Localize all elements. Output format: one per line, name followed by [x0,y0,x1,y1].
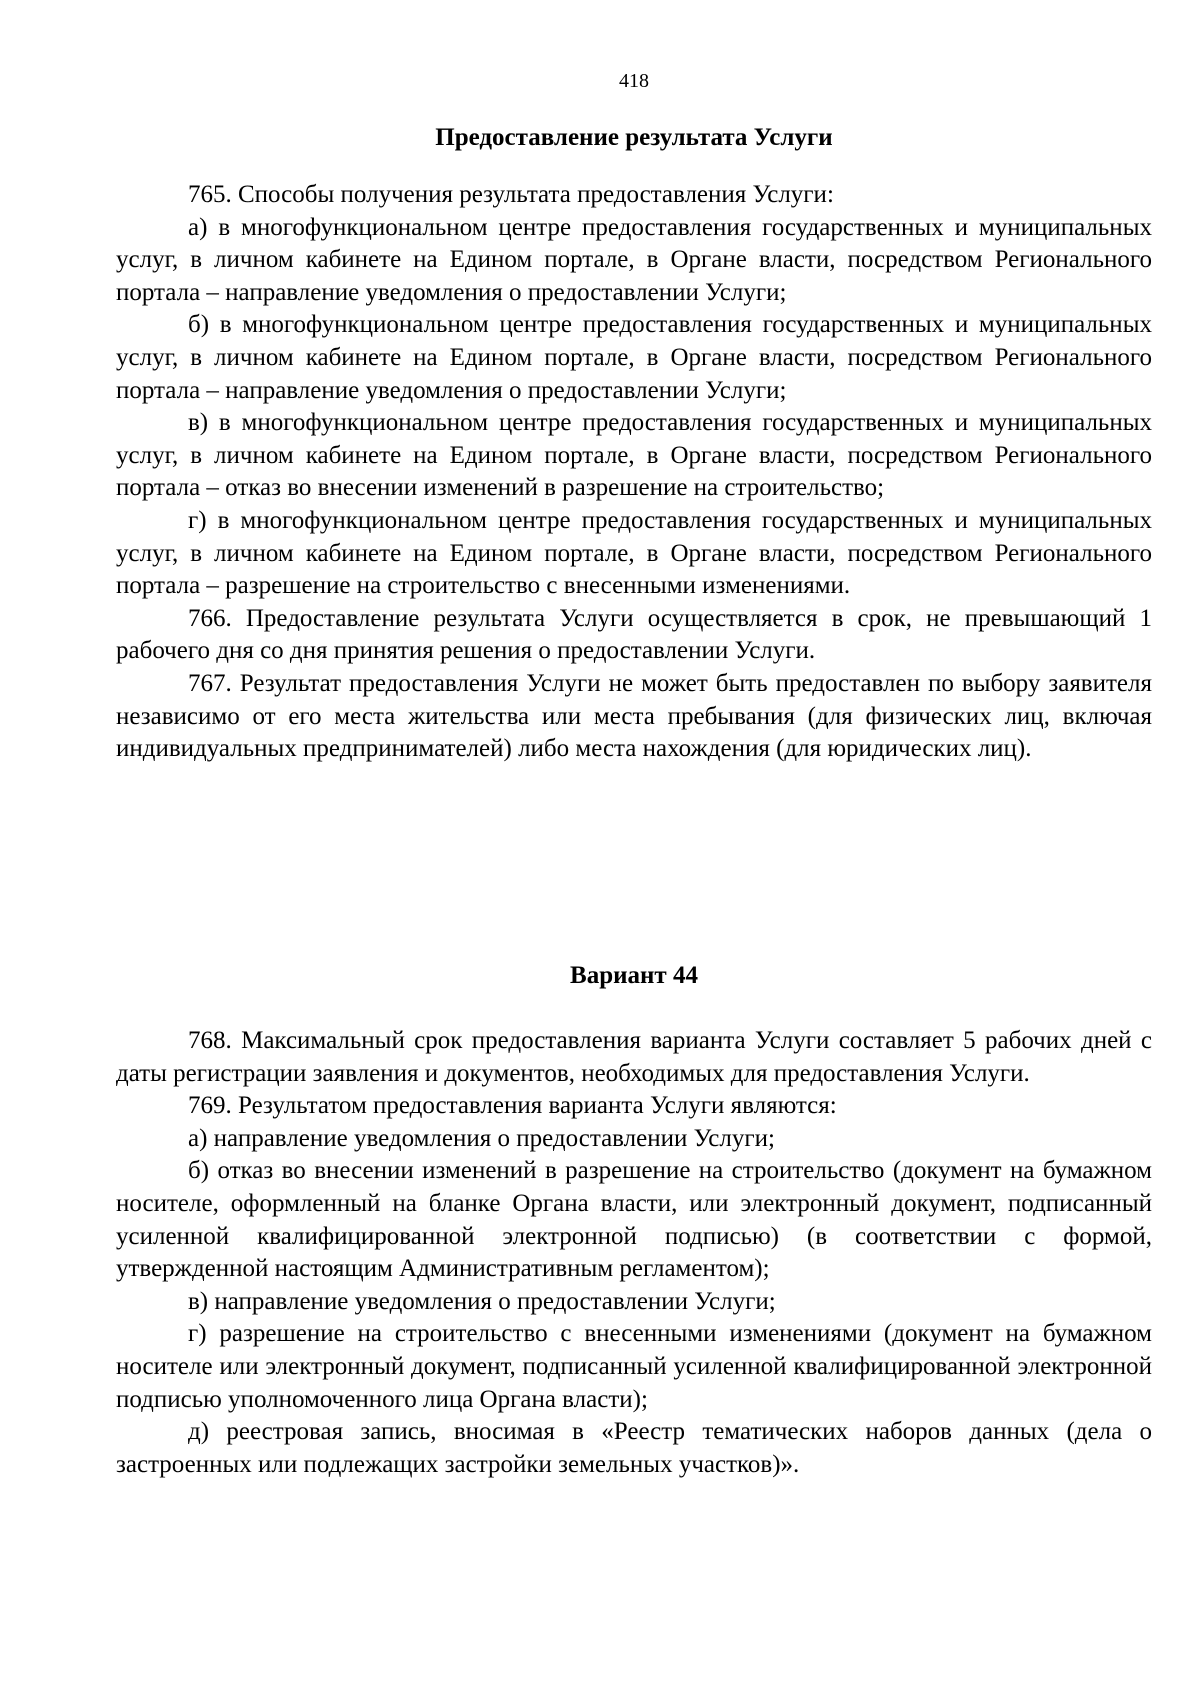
paragraph-765-b: б) в многофункциональном центре предоставления государственных и муниципальных услуг, в личном кабинете на Едином портале, в Органе власти, посредством Регионального портала – направление уведомления о предоставлении Услуги; [116,311,1152,404]
paragraph-769: 769. Результатом предоставления варианта Услуги являются: [188,1092,837,1120]
section-title-result: Предоставление результата Услуги [435,124,833,151]
paragraph-766: 766. Предоставление результата Услуги осуществляется в срок, не превышающий 1 рабочего дня со дня принятия решения о предоставлении Услуги. [116,604,1152,665]
paragraph-768: 768. Максимальный срок предоставления варианта Услуги составляет 5 рабочих дней с даты регистрации заявления и документов, необходимых для предоставления Услуги. [116,1027,1152,1087]
paragraph-769-a: а) направление уведомления о предоставлении Услуги; [188,1124,775,1152]
page-number: 418 [619,70,649,92]
paragraph-765-g: г) в многофункциональном центре предоставления государственных и муниципальных услуг, в личном кабинете на Едином портале, в Органе власти, посредством Регионального портала – разрешение на строительство с внесенными изменениями. [116,506,1152,600]
paragraph-765: 765. Способы получения результата предоставления Услуги: [188,181,834,208]
paragraph-765-a: а) в многофункциональном центре предоставления государственных и муниципальных услуг, в личном кабинете на Едином портале, в Органе власти, посредством Регионального портала – направление уведомления о предоставлении Услуги; [116,213,1152,306]
paragraph-769-v: в) направление уведомления о предоставлении Услуги; [188,1287,776,1315]
section-title-variant: Вариант 44 [570,962,698,989]
section-result-body [116,179,1152,766]
section-variant-body [116,1025,1152,1481]
paragraph-767: 767. Результат предоставления Услуги не может быть предоставлен по выбору заявителя независимо от его места жительства или места пребывания (для физических лиц, включая индивидуальных предпринимателей) либо места нахождения (для юридических лиц). [116,669,1152,763]
paragraph-769-d: д) реестровая запись, вносимая в «Реестр тематических наборов данных (дела о застроенных или подлежащих застройки земельных участков)». [116,1418,1152,1478]
paragraph-769-g: г) разрешение на строительство с внесенными изменениями (документ на бумажном носителе или электронный документ, подписанный усиленной квалифицированной электронной подписью уполномоченного лица Органа власти); [116,1320,1152,1413]
paragraph-765-v: в) в многофункциональном центре предоставления государственных и муниципальных услуг, в личном кабинете на Едином портале, в Органе власти, посредством Регионального портала – отказ во внесении изменений в разрешение на строительство; [116,409,1152,502]
paragraph-769-b: б) отказ во внесении изменений в разрешение на строительство (документ на бумажном носителе, оформленный на бланке Органа власти, или электронный документ, подписанный усиленной квалифицированной электронной подписью) (в соответствии с формой, утвержденной настоящим Административным регламентом); [116,1157,1152,1283]
